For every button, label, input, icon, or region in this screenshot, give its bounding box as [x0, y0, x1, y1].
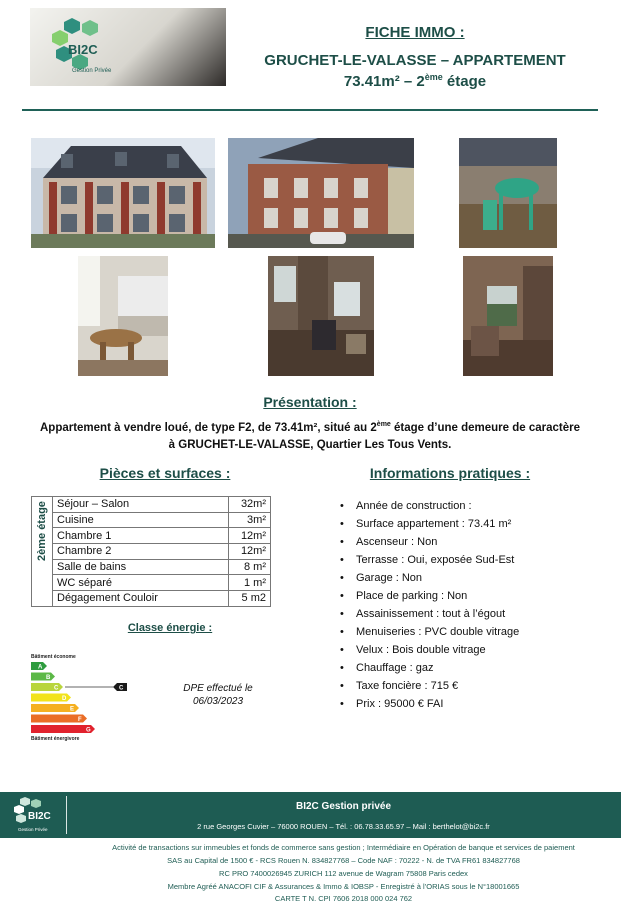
room-name: Chambre 2 [53, 544, 229, 560]
city-title: GRUCHET-LE-VALASSE – APPARTEMENT [264, 52, 566, 69]
fiche-title: FICHE IMMO : [365, 24, 465, 41]
legal-line-4: Membre Agréé ANACOFI CIF & Assurances & Immo & IOBSP - Enregistré à l’ORIAS sous le N°18001665 [167, 882, 520, 891]
info-item: • Velux : Bois double vitrage [340, 641, 519, 659]
presentation-line1-sup: ème [376, 421, 391, 428]
room-row [32, 559, 271, 575]
energy-class-chart [31, 652, 141, 742]
room-area: 1 m² [229, 575, 271, 591]
info-item: • Chauffage : gaz [340, 659, 519, 677]
info-item: • Assainissement : tout à l’égout [340, 605, 519, 623]
info-item: • Terrasse : Oui, exposée Sud-Est [340, 551, 519, 569]
info-title: Informations pratiques : [369, 465, 531, 481]
room-area: 12m² [229, 528, 271, 544]
info-item: • Taxe foncière : 715 € [340, 677, 519, 695]
room-name: Cuisine [53, 512, 229, 528]
energy-current-class: C [119, 685, 124, 692]
logo-name: BI2C [68, 42, 98, 57]
energy-bar-label: G [86, 727, 91, 734]
energy-bar-label: E [70, 706, 75, 713]
header-divider [22, 109, 598, 111]
legal-line-2: SAS au Capital de 1500 € - RCS Rouen N. 834827768 – Code NAF : 70222 - N. de TVA FR61 834827768 [167, 856, 520, 865]
footer-logo-name: BI2C [28, 811, 51, 822]
info-item: • Prix : 95000 € FAI [340, 695, 519, 713]
room-area: 12m² [229, 544, 271, 560]
room-name: Séjour – Salon [53, 497, 229, 513]
room-area: 5 m2 [229, 591, 271, 607]
floor-superscript: ème [424, 72, 443, 82]
footer-hexagon-logo-icon [6, 795, 66, 837]
legal-line-1: Activité de transactions sur immeubles et fonds de commerce sans gestion ; Intermédiaire en Opération de banque et services de paiement [112, 843, 575, 852]
dpe-note [158, 682, 278, 708]
room-name: Chambre 1 [53, 528, 229, 544]
room-row [32, 575, 271, 591]
energy-title: Classe énergie : [127, 622, 213, 634]
energy-bar-label: D [62, 696, 67, 702]
footer-logo-sub: Gestion Privée [18, 827, 48, 832]
room-name: Salle de bains [53, 559, 229, 575]
room-row [32, 512, 271, 528]
photo-kitchen [78, 256, 168, 376]
dpe-date: 06/03/2023 [192, 696, 244, 707]
room-name: WC séparé [53, 575, 229, 591]
presentation-line1-start: Appartement à vendre loué, de type F2, de 73.41m², situé au 2 [39, 421, 377, 434]
room-area: 8 m² [229, 559, 271, 575]
room-row [32, 497, 271, 513]
presentation-title: Présentation : [263, 394, 357, 410]
energy-top-label: Bâtiment économe [31, 654, 76, 660]
energy-bottom-label: Bâtiment énergivore [31, 736, 80, 742]
company-logo [30, 8, 226, 86]
info-list [340, 497, 519, 713]
rooms-title: Pièces et surfaces : [99, 465, 231, 481]
dpe-line1: DPE effectué le [183, 683, 253, 694]
photo-living-room [268, 256, 374, 376]
footer-band [0, 792, 621, 838]
surface-text: 73.41m² – 2 [343, 73, 425, 90]
presentation-line2: à GRUCHET-LE-VALASSE, Quartier Les Tous Vents. [168, 438, 452, 451]
footer-logo [6, 795, 66, 837]
footer-address: 2 rue Georges Cuvier – 76000 ROUEN – Tél. : 06.78.33.65.97 – Mail : berthelot@bi2c.fr [197, 822, 490, 831]
floor-cell [32, 497, 53, 607]
info-item: • Année de construction : [340, 497, 519, 515]
legal-line-3: RC PRO 7400026945 ZURICH 112 avenue de Wagram 75808 Paris cedex [219, 869, 468, 878]
floor-suffix: étage [442, 73, 487, 90]
info-item: • Place de parking : Non [340, 587, 519, 605]
energy-bar-label: A [38, 664, 43, 671]
footer-company: BI2C Gestion privée [295, 801, 392, 812]
photo-building-facade-courtyard [228, 138, 414, 248]
room-area: 32m² [229, 497, 271, 513]
info-item: • Ascenseur : Non [340, 533, 519, 551]
logo-subtitle: Gestion Privée [72, 68, 112, 74]
rooms-table [31, 496, 271, 607]
room-name: Dégagement Couloir [53, 591, 229, 607]
photo-bedroom [463, 256, 553, 376]
presentation-line1-end: étage d’une demeure de caractère [390, 421, 581, 434]
room-row [32, 544, 271, 560]
energy-bar-label: B [46, 675, 51, 681]
photo-terrace [459, 138, 557, 248]
info-item: • Surface appartement : 73.41 m² [340, 515, 519, 533]
energy-bar-b [31, 673, 55, 681]
room-row [32, 591, 271, 607]
info-item: • Menuiseries : PVC double vitrage [340, 623, 519, 641]
floor-label: 2ème étage [36, 501, 48, 562]
room-area: 3m² [229, 512, 271, 528]
presentation-text [20, 416, 600, 454]
photo-building-facade-street [31, 138, 215, 248]
energy-bar-label: F [78, 717, 82, 723]
legal-line-5: CARTE T N. CPI 7606 2018 000 024 762 [274, 894, 413, 903]
energy-bar-label: C [54, 685, 59, 692]
info-item: • Garage : Non [340, 569, 519, 587]
room-row [32, 528, 271, 544]
surface-title [250, 72, 580, 90]
